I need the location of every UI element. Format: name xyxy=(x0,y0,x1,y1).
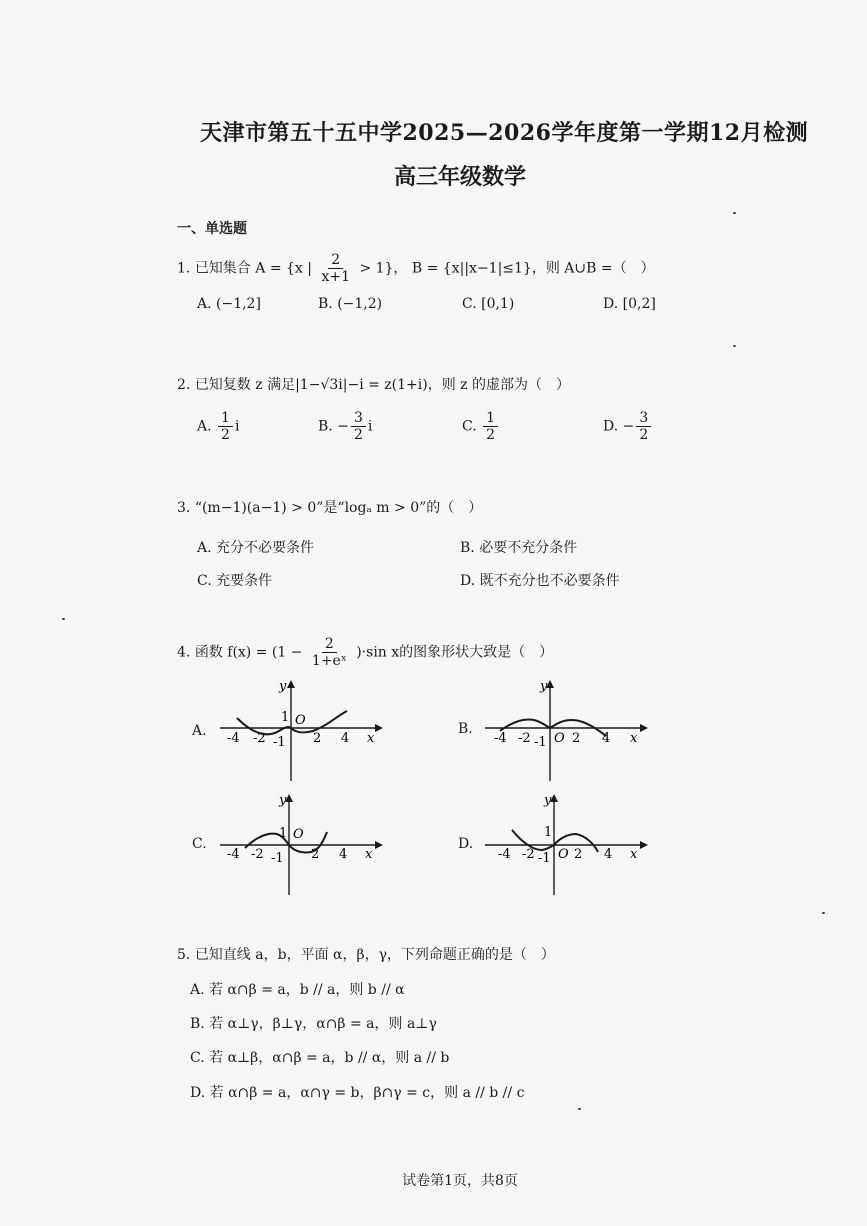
question-5 xyxy=(177,944,555,964)
q2-option-c: C. $\frac{1}{2}$ xyxy=(462,410,500,443)
svg-text:-4: -4 xyxy=(227,847,240,862)
svg-text:x: x xyxy=(630,847,638,862)
svg-text:x: x xyxy=(630,731,638,746)
exam-title: 天津市第五十五中学2025—2026学年度第一学期12月检测 xyxy=(200,120,809,146)
set-b: B = {x||x−1|≤1}，则 A∪B =（ ） xyxy=(411,260,655,277)
svg-text:-2: -2 xyxy=(251,847,264,862)
question-number: 1. xyxy=(177,260,191,277)
tick-1: 1 xyxy=(281,710,290,725)
question-text: 已知集合 xyxy=(194,260,251,277)
question-number: 3. xyxy=(177,500,191,516)
scan-speck xyxy=(578,1108,581,1110)
x-axis-label: x xyxy=(367,731,375,746)
scan-speck xyxy=(62,618,65,620)
q3-option-a: A. 充分不必要条件 xyxy=(197,540,315,556)
q2-option-a: A. $\frac{1}{2}$ i xyxy=(197,410,240,444)
q3-option-c: C. 充要条件 xyxy=(197,573,273,589)
graph-a xyxy=(215,676,385,786)
question-2 xyxy=(177,374,570,394)
exam-subtitle: 高三年级数学 xyxy=(393,164,526,190)
graph-d xyxy=(480,790,650,900)
svg-text:y: y xyxy=(540,679,548,694)
svg-text:y: y xyxy=(279,793,287,808)
fraction-numerator: 2 xyxy=(328,252,343,269)
svg-text:2: 2 xyxy=(311,847,320,862)
scan-speck xyxy=(733,212,736,214)
q1-option-a: A. (−1,2] xyxy=(197,296,261,312)
q5-option-b: B. 若 α⊥γ，β⊥γ，α∩β = a，则 a⊥γ xyxy=(190,1016,437,1032)
scan-speck xyxy=(733,345,736,347)
svg-text:2: 2 xyxy=(574,847,583,862)
q2-option-b: B. − $\frac{3}{2}$ i xyxy=(318,410,373,444)
question-text: 函数 f(x) = (1 − xyxy=(194,644,303,661)
q3-option-b: B. 必要不充分条件 xyxy=(460,540,578,556)
tick: 4 xyxy=(341,731,350,746)
fraction xyxy=(318,252,353,285)
q2-option-d: D. − $\frac{3}{2}$ xyxy=(603,410,653,443)
question-3 xyxy=(177,497,482,517)
graph-c xyxy=(215,790,385,900)
question-number: 5. xyxy=(177,947,191,963)
svg-text:-4: -4 xyxy=(494,731,507,746)
svg-text:-1: -1 xyxy=(538,851,551,866)
svg-text:1: 1 xyxy=(544,825,553,840)
page-footer: 试卷第1页，共8页 xyxy=(402,1173,518,1189)
svg-text:2: 2 xyxy=(572,731,581,746)
q3-option-d: D. 既不充分也不必要条件 xyxy=(460,573,620,589)
scan-speck xyxy=(822,912,825,914)
fraction-denominator: x+1 xyxy=(321,269,350,286)
q1-option-c: C. [0,1) xyxy=(462,296,515,312)
graph-c-label: C. xyxy=(192,836,207,852)
question-text: “(m−1)(a−1) > 0”是“logₐ m > 0”的（ ） xyxy=(194,500,483,516)
svg-text:y: y xyxy=(544,793,552,808)
svg-text:1: 1 xyxy=(279,826,288,841)
set-a-prefix: A = {x | xyxy=(255,260,312,277)
graph-b xyxy=(480,676,650,786)
svg-text:4: 4 xyxy=(604,847,613,862)
question-1 xyxy=(177,252,655,285)
q1-option-d: D. [0,2] xyxy=(603,296,656,312)
question-text: 已知复数 z 满足|1−√3i|−i = z(1+i)，则 z 的虚部为（ ） xyxy=(194,377,570,393)
svg-text:O: O xyxy=(558,847,569,862)
question-number: 2. xyxy=(177,377,191,393)
section-heading: 一、单选题 xyxy=(177,221,247,237)
question-4 xyxy=(177,636,553,669)
question-number: 4. xyxy=(177,644,191,661)
q5-option-d: D. 若 α∩β = a，α∩γ = b，β∩γ = c，则 a // b // c xyxy=(190,1085,525,1101)
q5-option-a: A. 若 α∩β = a，b // a，则 b // α xyxy=(190,982,405,998)
y-axis-label: y xyxy=(279,679,287,694)
tick: -4 xyxy=(227,731,240,746)
svg-text:4: 4 xyxy=(602,731,611,746)
tick: -1 xyxy=(273,735,286,750)
tick: -2 xyxy=(253,731,266,746)
graph-b-label: B. xyxy=(458,721,473,737)
svg-text:-2: -2 xyxy=(522,847,535,862)
svg-text:O: O xyxy=(554,731,565,746)
svg-text:-1: -1 xyxy=(271,851,284,866)
fraction: $\frac{2}{\text{1+eˣ}}$ xyxy=(311,636,347,670)
question-text: 已知直线 a，b，平面 α，β，γ，下列命题正确的是（ ） xyxy=(194,947,555,963)
origin-label: O xyxy=(295,713,306,728)
graph-d-label: D. xyxy=(458,836,474,852)
q5-option-c: C. 若 α⊥β，α∩β = a，b // α，则 a // b xyxy=(190,1050,450,1066)
graph-a-label: A. xyxy=(192,723,207,739)
svg-text:-1: -1 xyxy=(534,735,547,750)
question-text-tail: )·sin x的图象形状大致是（ ） xyxy=(356,644,554,661)
svg-text:O: O xyxy=(293,827,304,842)
svg-text:4: 4 xyxy=(339,847,348,862)
svg-text:-2: -2 xyxy=(518,731,531,746)
set-a-suffix: > 1}， xyxy=(359,260,408,277)
svg-text:x: x xyxy=(365,847,373,862)
tick: 2 xyxy=(313,731,322,746)
svg-text:-4: -4 xyxy=(498,847,511,862)
q1-option-b: B. (−1,2) xyxy=(318,296,383,312)
